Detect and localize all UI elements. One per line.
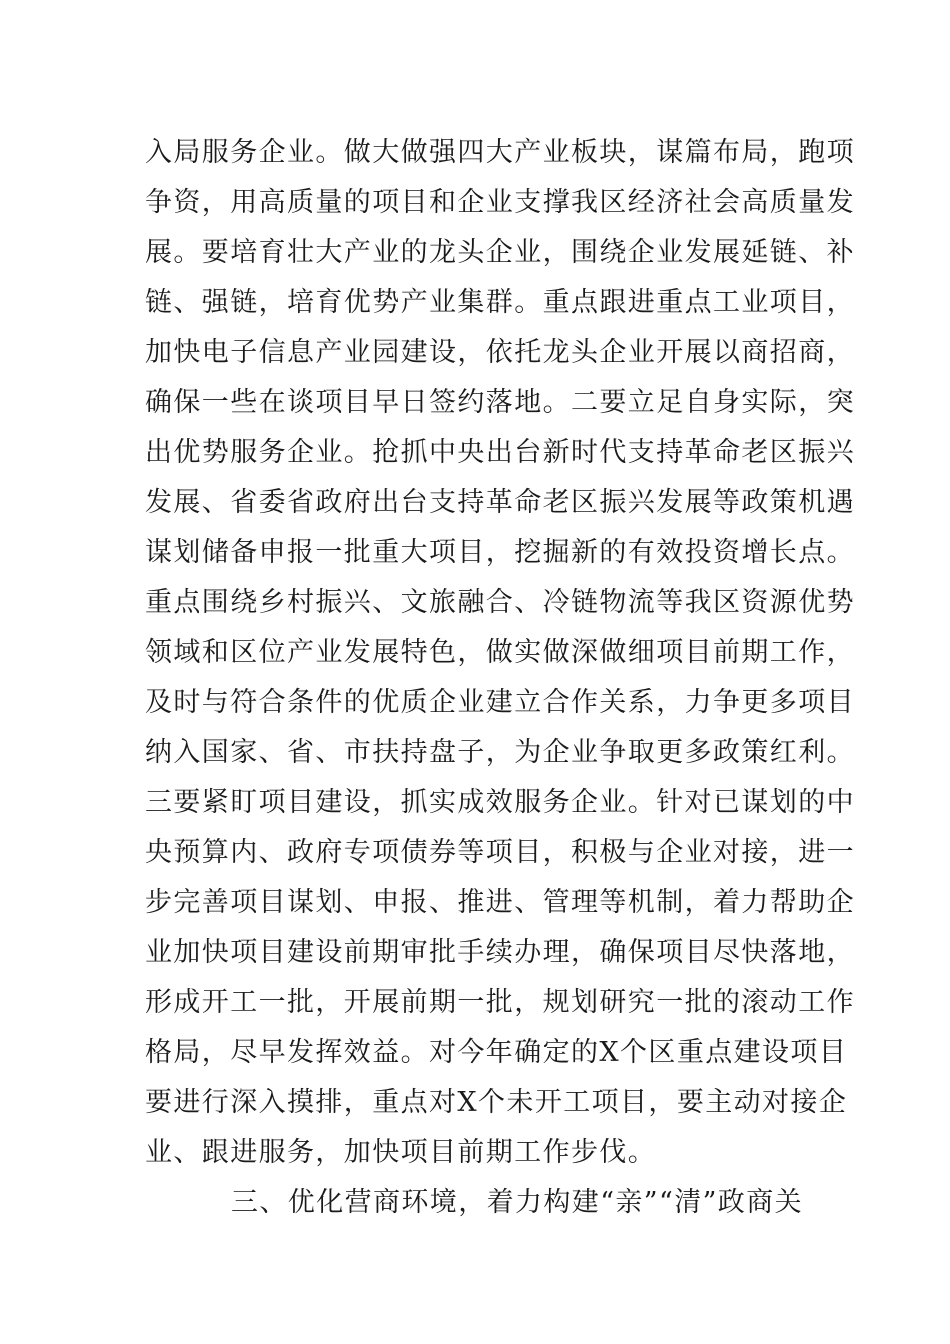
text-line: 格局，尽早发挥效益。对今年确定的X个区重点建设项目 [145,1037,848,1068]
text-line: 争资，用高质量的项目和企业支撑我区经济社会高质量发 [145,187,855,218]
text-line: 要进行深入摸排，重点对X个未开工项目，要主动对接企 [145,1087,848,1118]
section-heading: 三、优化营商环境，着力构建“亲”“清”政商关 [231,1187,804,1218]
text-line: 业加快项目建设前期审批手续办理，确保项目尽快落地， [145,937,855,968]
text-line: 发展、省委省政府出台支持革命老区振兴发展等政策机遇 [145,487,855,518]
text-line: 链、强链，培育优势产业集群。重点跟进重点工业项目， [145,287,855,318]
text-line: 领域和区位产业发展特色，做实做深做细项目前期工作， [145,637,855,668]
text-line: 业、跟进服务，加快项目前期工作步伐。 [145,1137,657,1168]
text-line: 入局服务企业。做大做强四大产业板块，谋篇布局，跑项 [145,137,855,168]
text-line: 出优势服务企业。抢抓中央出台新时代支持革命老区振兴 [145,437,855,468]
text-line: 确保一些在谈项目早日签约落地。二要立足自身实际，突 [145,387,855,418]
text-line: 加快电子信息产业园建设，依托龙头企业开展以商招商， [145,337,855,368]
text-line: 央预算内、政府专项债券等项目，积极与企业对接，进一 [145,837,855,868]
text-line: 谋划储备申报一批重大项目，挖掘新的有效投资增长点。 [145,537,855,568]
text-line: 纳入国家、省、市扶持盘子，为企业争取更多政策红利。 [145,737,855,768]
text-line: 步完善项目谋划、申报、推进、管理等机制，着力帮助企 [145,887,855,918]
text-line: 及时与符合条件的优质企业建立合作关系，力争更多项目 [145,687,855,718]
text-line: 展。要培育壮大产业的龙头企业，围绕企业发展延链、补 [145,237,855,268]
text-line: 形成开工一批，开展前期一批，规划研究一批的滚动工作 [145,987,855,1018]
body-text [145,128,855,1228]
text-line: 三要紧盯项目建设，抓实成效服务企业。针对已谋划的中 [145,787,855,818]
text-line: 重点围绕乡村振兴、文旅融合、冷链物流等我区资源优势 [145,587,855,618]
